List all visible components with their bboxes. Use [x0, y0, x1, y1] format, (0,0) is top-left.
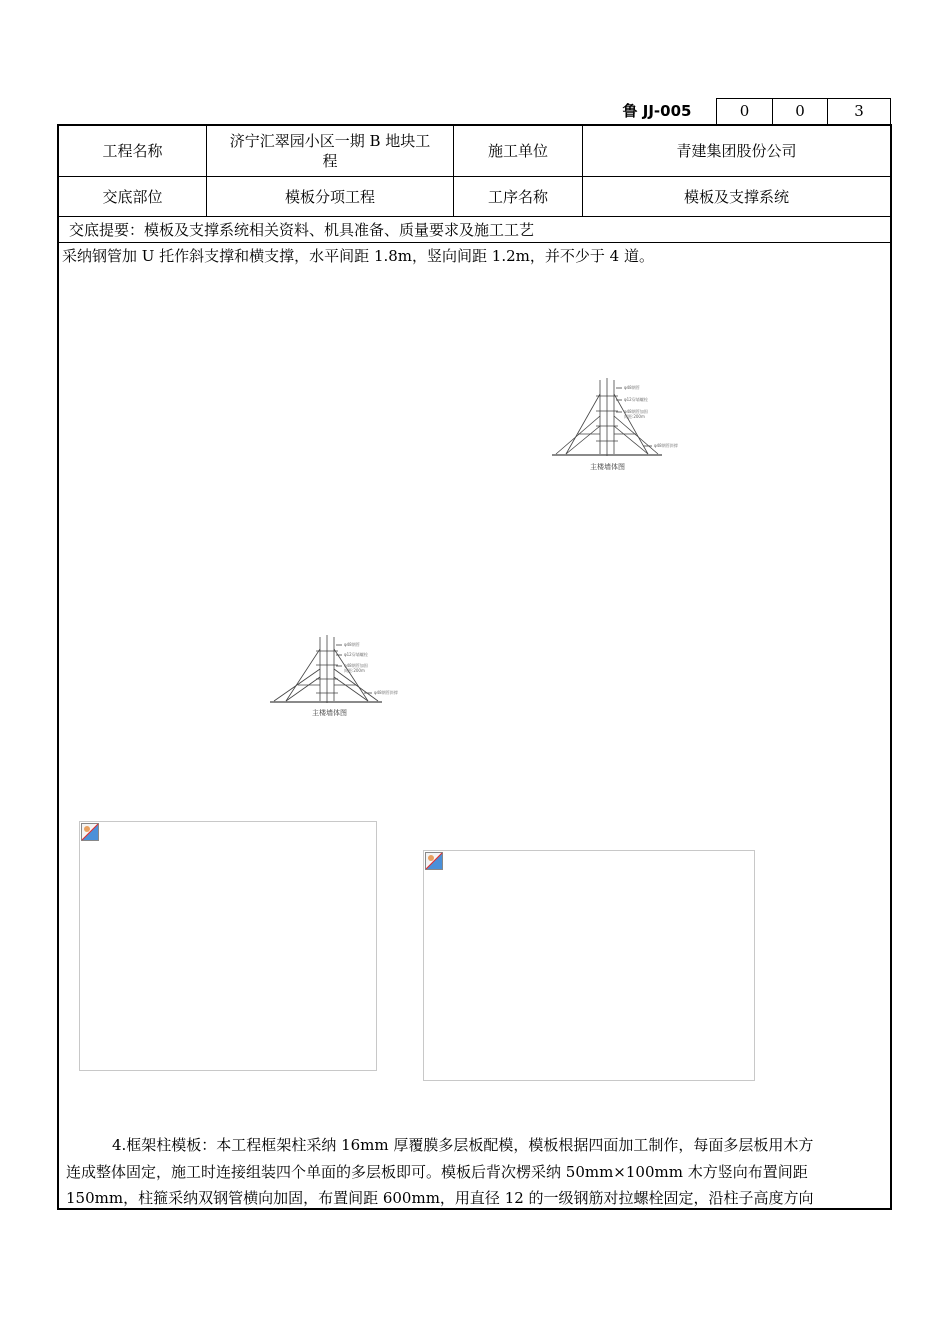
header-divider	[716, 98, 717, 124]
form-number-1: 0	[739, 102, 750, 120]
svg-text:φ48钢管加固: φ48钢管加固	[624, 409, 648, 414]
process-value: 模板及支撑系统	[683, 187, 789, 206]
header-divider	[890, 98, 891, 124]
column-formwork-line-3: 150mm，柱箍采纳双钢管横向加固，布置间距 600mm，用直径 12 的一级钢筋对拉螺栓固定，沿柱子高度方向	[66, 1189, 814, 1207]
lower-wall-support-diagram	[268, 633, 418, 723]
svg-text:φ12穿墙螺栓: φ12穿墙螺栓	[344, 652, 368, 657]
svg-text:φ48钢管: φ48钢管	[344, 642, 360, 647]
svg-text:间距:200m: 间距:200m	[624, 414, 645, 419]
row-divider	[58, 216, 891, 217]
project-name-value	[207, 126, 453, 176]
broken-image-left	[79, 821, 377, 1071]
process-label: 工序名称	[487, 187, 548, 206]
project-name-line-2: 程	[322, 152, 338, 170]
upper-diagram-caption: 主楼墙体图	[590, 463, 625, 471]
svg-text:φ12穿墙螺栓: φ12穿墙螺栓	[624, 397, 648, 402]
summary-text: 交底提要：模板及支撑系统相关资料、机具准备、质量要求及施工工艺	[69, 221, 535, 239]
svg-text:φ48钢管斜撑: φ48钢管斜撑	[374, 690, 398, 695]
svg-text:间距:200m: 间距:200m	[344, 668, 365, 673]
lower-diagram-caption: 主楼墙体图	[312, 709, 347, 717]
broken-image-icon	[81, 823, 99, 841]
intro-line: 采纳钢管加 U 托作斜支撑和横支撑，水平间距 1.8m，竖向间距 1.2m，并不少于 4 道。	[62, 247, 654, 265]
svg-text:φ48钢管加固: φ48钢管加固	[344, 663, 368, 668]
contractor-value: 青建集团股份公司	[676, 142, 797, 160]
row-divider	[58, 242, 891, 243]
form-number-2: 0	[795, 102, 805, 120]
upper-wall-support-diagram	[548, 376, 698, 476]
form-code: 鲁 JJ-005	[622, 102, 692, 120]
contractor-label: 施工单位	[487, 142, 548, 160]
header-divider	[772, 98, 773, 124]
broken-image-icon	[425, 852, 443, 870]
part-label: 交底部位	[102, 187, 163, 206]
header-top-border	[716, 98, 891, 99]
broken-image-right	[423, 850, 755, 1081]
project-name-label: 工程名称	[102, 142, 163, 160]
column-formwork-line-2: 连成整体固定，施工时连接组装四个单面的多层板即可。模板后背次楞采纳 50mm×100mm 木方竖向布置间距	[66, 1163, 808, 1181]
header-divider	[827, 98, 828, 124]
table-right-border	[890, 124, 892, 1210]
column-formwork-line-1: 4.框架柱模板：本工程框架柱采纳 16mm 厚覆膜多层板配模，模板根据四面加工制作，每面多层板用木方	[112, 1136, 814, 1154]
svg-text:φ48钢管: φ48钢管	[624, 385, 640, 390]
form-number-3: 3	[854, 102, 864, 120]
part-value: 模板分项工程	[284, 187, 375, 206]
svg-text:φ48钢管斜撑: φ48钢管斜撑	[654, 443, 678, 448]
project-name-line-1: 济宁汇翠园小区一期 B 地块工	[229, 132, 431, 150]
table-left-border	[57, 124, 59, 1210]
